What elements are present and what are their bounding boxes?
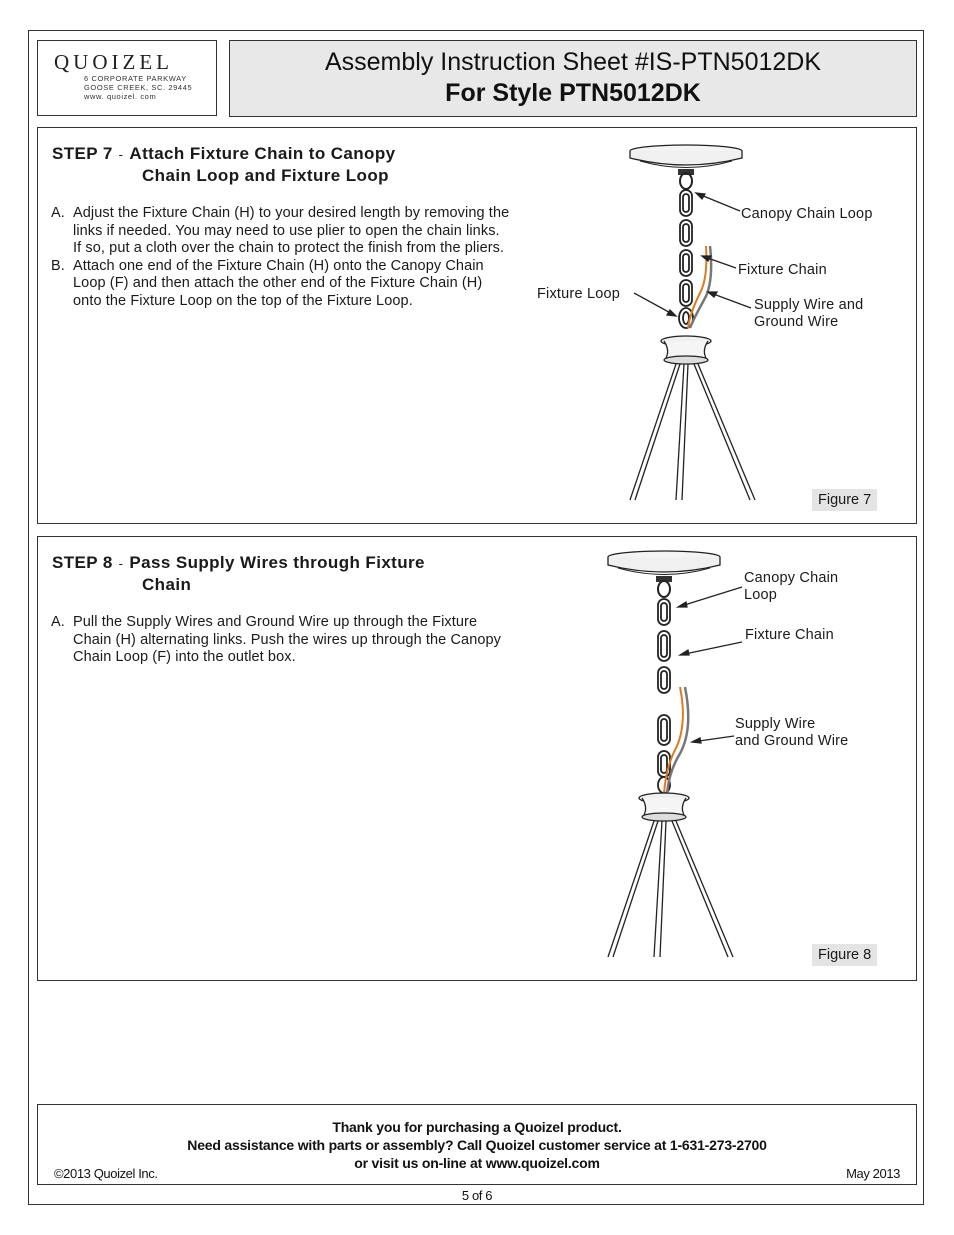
- company-address: [84, 74, 192, 101]
- fixture-arms: [630, 364, 755, 500]
- item-letter: B.: [51, 257, 65, 274]
- address-line: www. quoizel. com: [84, 92, 157, 101]
- sheet-title: Assembly Instruction Sheet #IS-PTN5012DK: [324, 48, 822, 76]
- callout-supply-wire: [735, 716, 848, 750]
- item-letter: A.: [51, 205, 65, 221]
- figure-7-tag: Figure 7: [812, 489, 877, 511]
- item-text: Attach one end of the Fixture Chain (H) onto the Canopy Chain Loop (F) and then attach the other end of the Fixture Chain (H) onto the Fixture Loop on the top of the Fixture Loop.: [73, 257, 484, 309]
- canopy-plate: [630, 145, 742, 168]
- step-dash: -: [118, 147, 124, 162]
- callout-fixture-loop: Fixture Loop: [537, 286, 620, 302]
- fixture-chain-links: [658, 599, 670, 793]
- step-8-heading-line2: Chain: [142, 575, 192, 594]
- callout-fixture-chain: Fixture Chain: [738, 262, 827, 278]
- fixture-chain-links: [679, 190, 693, 328]
- step-7-label: STEP 7: [52, 144, 113, 163]
- publish-date: May 2013: [846, 1166, 900, 1181]
- callout-canopy-chain-loop: Canopy Chain Loop: [741, 206, 873, 222]
- callout-line: and Ground Wire: [735, 733, 849, 749]
- item-text: Adjust the Fixture Chain (H) to your desired length by removing the links if needed. You may need to use plier to open the chain links. If so, put a cloth over the chain to protect the finish from the pliers.: [73, 205, 510, 256]
- fixture-loop-cap: [661, 336, 711, 364]
- callout-canopy-chain-loop: [744, 570, 838, 604]
- supply-wire: [688, 246, 706, 328]
- copyright: ©2013 Quoizel Inc.: [54, 1166, 158, 1181]
- logo-block: [37, 40, 217, 116]
- address-line: 6 CORPORATE PARKWAY: [84, 74, 187, 83]
- thank-you-text: Thank you for purchasing a Quoizel product.: [332, 1119, 622, 1135]
- page-number: 5 of 6: [461, 1188, 493, 1203]
- footer-panel: [37, 1104, 917, 1185]
- callout-supply-wire: [754, 297, 863, 331]
- item-text: Pull the Supply Wires and Ground Wire up through the Fixture Chain (H) alternating links. Push the wires up through the Canopy Chain Loop (F) into the outlet box.: [73, 614, 502, 665]
- callout-fixture-chain: Fixture Chain: [745, 627, 834, 643]
- step-7-heading-line1: Attach Fixture Chain to Canopy: [129, 144, 396, 163]
- figure-8-tag: Figure 8: [812, 944, 877, 966]
- step-7-panel: [37, 127, 917, 524]
- step-8-label: STEP 8: [52, 553, 113, 572]
- callout-line: Canopy Chain: [744, 570, 839, 586]
- canopy-chain-loop-part: [678, 169, 694, 189]
- fixture-loop-cap: [639, 793, 689, 821]
- brand-logo: QUOIZEL: [54, 50, 173, 74]
- website-text: or visit us on-line at www.quoizel.com: [354, 1155, 600, 1171]
- callout-line: Ground Wire: [754, 314, 839, 330]
- callout-line: Loop: [744, 587, 778, 603]
- step-7-heading-line2: Chain Loop and Fixture Loop: [142, 166, 389, 185]
- address-line: GOOSE CREEK, SC. 29445: [84, 83, 193, 92]
- item-letter: A.: [51, 614, 65, 630]
- customer-service-text: Need assistance with parts or assembly? Call Quoizel customer service at 1-631-273-2700: [187, 1137, 767, 1153]
- title-block: [229, 40, 917, 117]
- canopy-plate: [608, 551, 720, 575]
- callout-line: Supply Wire and: [754, 297, 864, 313]
- step-dash: -: [118, 556, 124, 571]
- callout-line: Supply Wire: [735, 716, 816, 732]
- step-8-panel: [37, 536, 917, 981]
- canopy-chain-loop-part: [656, 576, 672, 597]
- style-subtitle: For Style PTN5012DK: [445, 79, 701, 107]
- step-8-heading-line1: Pass Supply Wires through Fixture: [129, 553, 425, 572]
- fixture-arms: [608, 821, 733, 957]
